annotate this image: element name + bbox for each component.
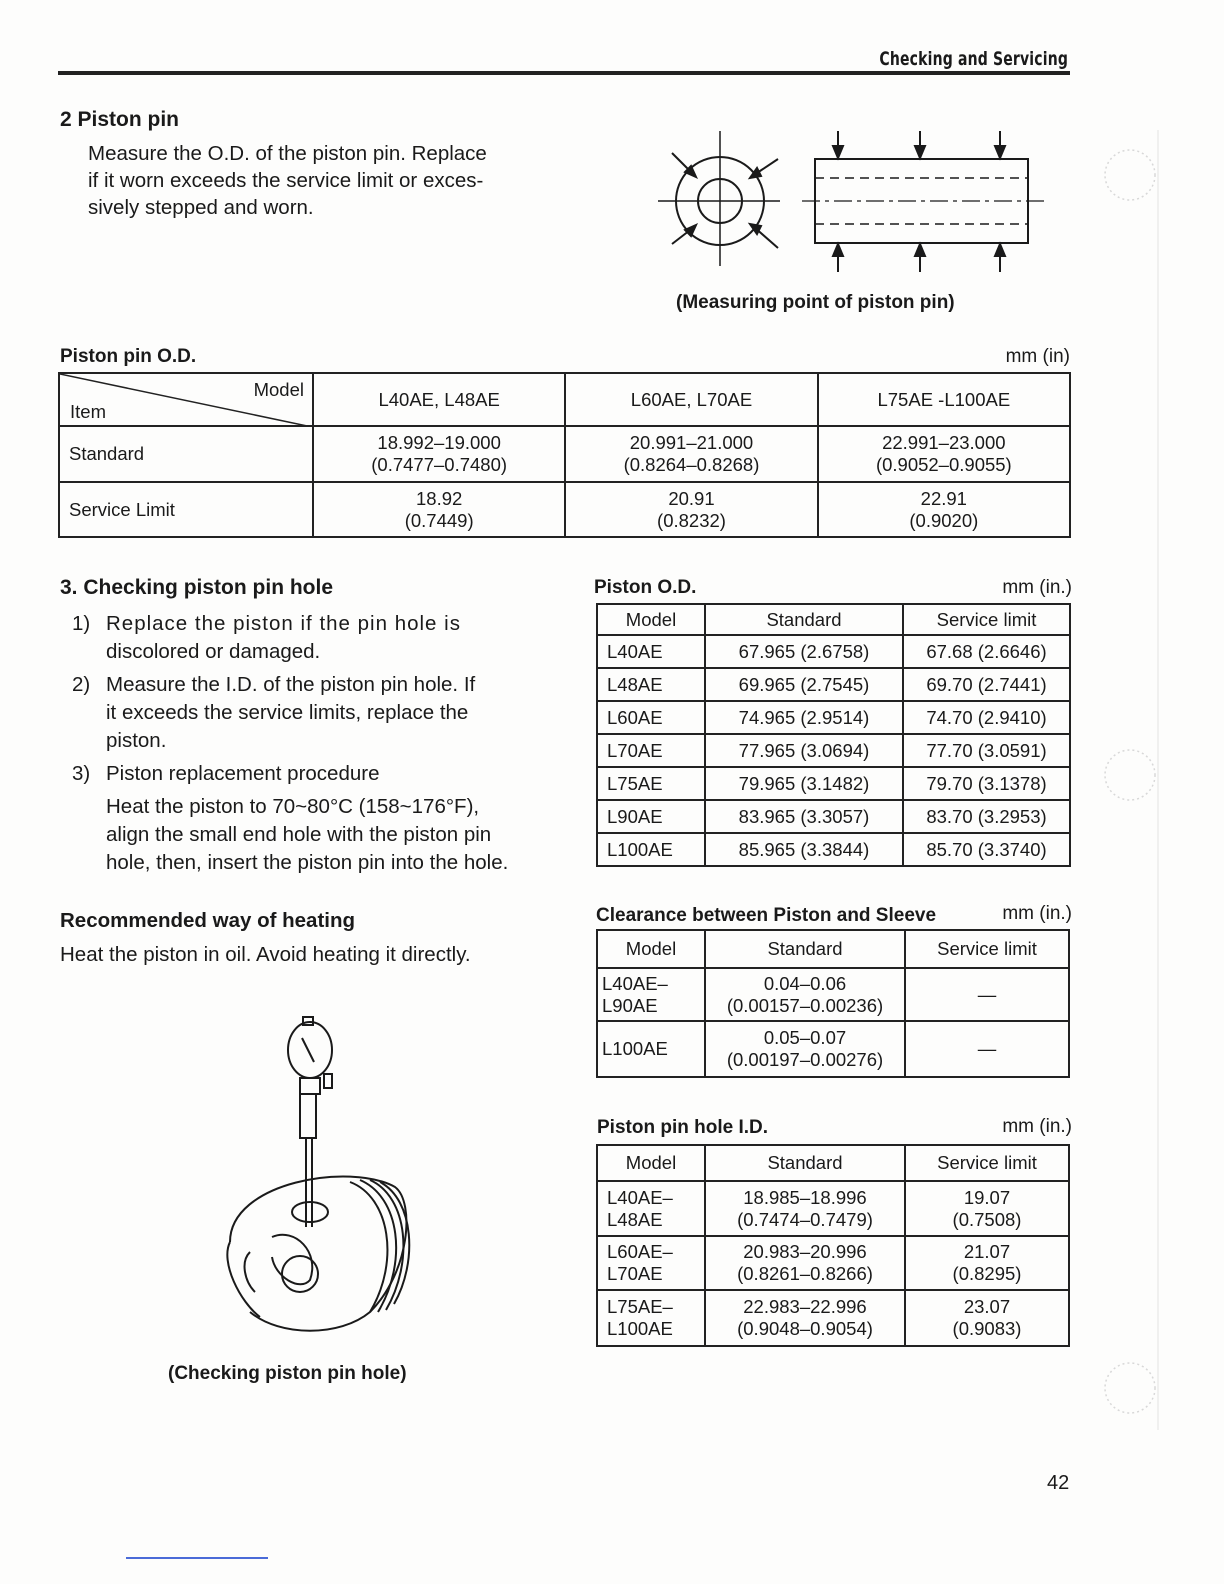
piston-od-table-unit: mm (in.) xyxy=(1002,577,1072,598)
column-header: Model xyxy=(597,930,705,968)
text-line: Measure the O.D. of the piston pin. Replace xyxy=(88,142,487,165)
corner-label-model: Model xyxy=(253,379,304,400)
header-rule xyxy=(58,71,1070,75)
table-corner-cell xyxy=(59,373,313,426)
table-row: L75AE 79.965 (3.1482) 79.70 (3.1378) xyxy=(597,767,1070,800)
section-heading-pin-hole: 3. Checking piston pin hole xyxy=(60,576,334,599)
column-header: L40AE, L48AE xyxy=(313,373,565,426)
figure-caption-measuring-point: (Measuring point of piston pin) xyxy=(676,292,955,313)
pin-hole-table-title: Piston pin hole I.D. xyxy=(597,1117,768,1138)
corner-label-item: Item xyxy=(70,401,106,422)
header-title: Checking and Servicing xyxy=(879,48,1068,70)
column-header: Standard xyxy=(705,930,905,968)
piston-pin-od-table xyxy=(58,372,1071,538)
figure-caption-checking-pin-hole: (Checking piston pin hole) xyxy=(168,1363,407,1384)
piston-pin-instructions xyxy=(88,140,548,221)
table-row: L90AE 83.965 (3.3057) 83.70 (3.2953) xyxy=(597,800,1070,833)
clearance-table-unit: mm (in.) xyxy=(1002,903,1072,924)
list-item: 1) Replace the piston if the pin hole is discolored or damaged. xyxy=(72,612,461,663)
table-row: L60AE– L70AE 20.983–20.996 (0.8261–0.8266) 21.07 (0.8295) xyxy=(597,1236,1069,1290)
table-cell: 22.91 (0.9020) xyxy=(818,482,1070,537)
pin-hole-steps xyxy=(72,610,542,877)
clearance-table xyxy=(596,929,1070,1078)
dial-gauge-face xyxy=(288,1022,332,1078)
table-row xyxy=(59,482,1070,537)
row-label: Service Limit xyxy=(59,482,313,537)
page-number: 42 xyxy=(1047,1472,1070,1494)
table-row: L100AE 0.05–0.07 (0.00197–0.00276) — xyxy=(597,1021,1069,1077)
column-header: Service limit xyxy=(905,1145,1069,1181)
table-row: L48AE 69.965 (2.7545) 69.70 (2.7441) xyxy=(597,668,1070,701)
text-line: if it worn exceeds the service limit or exces- xyxy=(88,169,484,192)
table-cell: 22.991–23.000 (0.9052–0.9055) xyxy=(818,426,1070,482)
binder-hole-icon xyxy=(1105,150,1155,200)
table-row: L100AE 85.965 (3.3844) 85.70 (3.3740) xyxy=(597,833,1070,866)
table-row: L40AE– L90AE 0.04–0.06 (0.00157–0.00236) — xyxy=(597,968,1069,1021)
table-row: L40AE– L48AE 18.985–18.996 (0.7474–0.7479) 19.07 (0.7508) xyxy=(597,1181,1069,1236)
text-line: sively stepped and worn. xyxy=(88,196,314,219)
binder-hole-icon xyxy=(1105,1363,1155,1413)
table-row: L70AE 77.965 (3.0694) 77.70 (3.0591) xyxy=(597,734,1070,767)
row-label: Standard xyxy=(59,426,313,482)
table-row: L75AE– L100AE 22.983–22.996 (0.9048–0.9054) 23.07 (0.9083) xyxy=(597,1290,1069,1346)
column-header: L75AE -L100AE xyxy=(818,373,1070,426)
procedure-text: Heat the piston to 70~80°C (158~176°F), align the small end hole with the piston pin hole, then, insert the piston pin into the hole. xyxy=(106,795,509,874)
list-item: 3) Piston replacement procedure xyxy=(72,762,380,785)
blue-edge-mark xyxy=(126,1557,268,1559)
column-header: Service limit xyxy=(903,604,1070,635)
piston-pin-measuring-diagram xyxy=(650,126,1060,276)
column-header: Model xyxy=(597,604,705,635)
pin-od-table-unit: mm (in) xyxy=(1005,346,1070,367)
clearance-table-title: Clearance between Piston and Sleeve xyxy=(596,905,937,926)
table-cell: 20.991–21.000 (0.8264–0.8268) xyxy=(565,426,817,482)
column-header: Model xyxy=(597,1145,705,1181)
table-cell: 18.92 (0.7449) xyxy=(313,482,565,537)
piston-od-table-title: Piston O.D. xyxy=(594,577,697,598)
column-header: Service limit xyxy=(905,930,1069,968)
pin-hole-table-unit: mm (in.) xyxy=(1002,1116,1072,1137)
pin-od-table-title: Piston pin O.D. xyxy=(60,346,197,367)
piston-od-table xyxy=(596,603,1071,867)
table-row: L60AE 74.965 (2.9514) 74.70 (2.9410) xyxy=(597,701,1070,734)
pin-hole-table xyxy=(596,1144,1070,1347)
section-heading-piston-pin: 2 Piston pin xyxy=(60,108,180,131)
dial-gauge-piston-illustration xyxy=(200,1012,430,1342)
column-header: Standard xyxy=(705,1145,905,1181)
list-item: 2) Measure the I.D. of the piston pin hole. If it exceeds the service limits, replace the piston. xyxy=(72,673,476,752)
binder-holes xyxy=(1100,130,1160,1430)
table-row xyxy=(59,426,1070,482)
table-cell: 18.992–19.000 (0.7477–0.7480) xyxy=(313,426,565,482)
table-cell: 20.91 (0.8232) xyxy=(565,482,817,537)
heating-heading: Recommended way of heating xyxy=(60,909,356,932)
heating-text: Heat the piston in oil. Avoid heating it directly. xyxy=(60,943,471,966)
column-header: L60AE, L70AE xyxy=(565,373,817,426)
binder-hole-icon xyxy=(1105,750,1155,800)
column-header: Standard xyxy=(705,604,903,635)
table-row: L40AE 67.965 (2.6758) 67.68 (2.6646) xyxy=(597,635,1070,668)
